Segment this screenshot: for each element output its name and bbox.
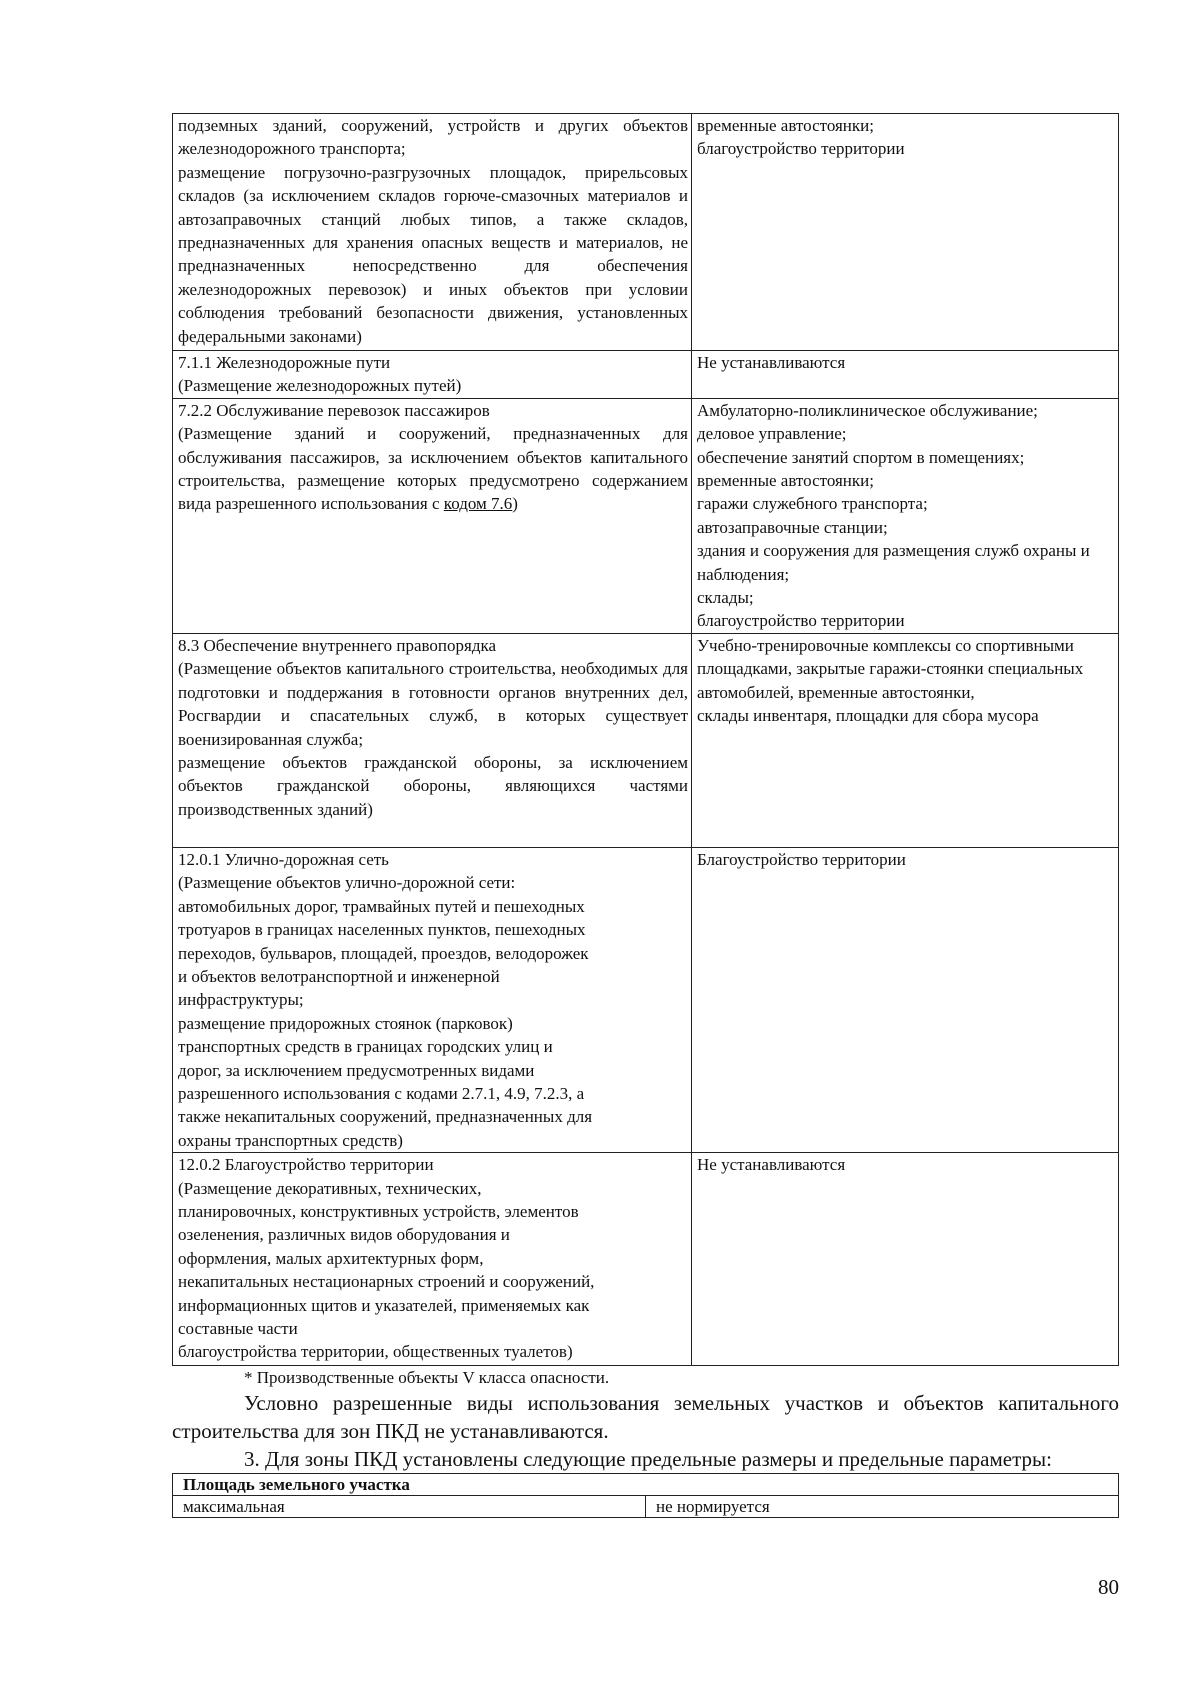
table-cell-right: Амбулаторно-поликлиническое обслуживание; деловое управление; обеспечение занятий спортом в помещениях; временные автостоянки; гаражи служебного транспорта; автозаправочные станции; здания и сооружения для размещения служб охраны и наблюдения; склады; благоустройство территории (692, 398, 1119, 633)
table-row (173, 114, 1119, 351)
paragraph-conditional-uses: Условно разрешенные виды использования земельных участков и объектов капитального строительства для зон ПКД не устанавливаются. (172, 1391, 1119, 1444)
params-row-value: не нормируется (646, 1496, 1119, 1518)
table-cell-left: подземных зданий, сооружений, устройств и других объектов железнодорожного транспорта; размещение погрузочно-разгрузочных площадок, прирельсовых складов (за исключением складов горюче-смазочных материалов и автозаправочных станций любых типов, а также складов, предназначенных для хранения опасных веществ и материалов, не предназначенных непосредственно для обеспечения железнодорожных перевозок) и иных объектов при условии соблюдения требований безопасности движения, установленных федеральными законами) (173, 114, 692, 351)
footnote: * Производственные объекты V класса опасности. (244, 1368, 610, 1388)
table-cell-left: 8.3 Обеспечение внутреннего правопорядка (Размещение объектов капитального строительства, необходимых для подготовки и поддержания в готовности органов внутренних дел, Росгвардии и спасательных служб, в которых существует военизированная служба; размещение объектов гражданской обороны, за исключением объектов гражданской обороны, являющихся частями производственных зданий) (173, 633, 692, 847)
code-link[interactable]: кодом 7.6 (443, 494, 513, 514)
table-cell-left: 12.0.1 Улично-дорожная сеть (Размещение объектов улично-дорожной сети: автомобильных дорог, трамвайных путей и пешеходных тротуаров в границах населенных пунктов, пешеходных переходов, бульваров, площадей, проездов, велодорожек и объектов велотранспортной и инженерной инфраструктуры; размещение придорожных стоянок (парковок) транспортных средств в границах городских улиц и дорог, за исключением предусмотренных видами разрешенного использования с кодами 2.7.1, 4.9, 7.2.3, а также некапитальных сооружений, предназначенных для охраны транспортных средств) (173, 847, 692, 1152)
page-number: 80 (1098, 1575, 1119, 1599)
table-row (173, 847, 1119, 1152)
table-row (173, 1496, 1119, 1518)
document-page (172, 113, 1119, 1518)
table-cell-left: 12.0.2 Благоустройство территории (Размещение декоративных, технических, планировочных, конструктивных устройств, элементов озеленения, различных видов оборудования и оформления, малых архитектурных форм, некапитальных нестационарных строений и сооружений, информационных щитов и указателей, применяемых как составные части благоустройства территории, общественных туалетов) (173, 1153, 692, 1366)
table-row (173, 351, 1119, 399)
params-table (172, 1473, 1119, 1518)
table-row (173, 1153, 1119, 1366)
table-cell-left: 7.2.2 Обслуживание перевозок пассажиров (Размещение зданий и сооружений, предназначенных для обслуживания пассажиров, за исключением объектов капитального строительства, размещение которых предусмотрено содержанием вида разрешенного использования с кодом 7.6) (173, 398, 692, 633)
table-cell-left: 7.1.1 Железнодорожные пути (Размещение железнодорожных путей) (173, 351, 692, 399)
params-row-label: максимальная (173, 1496, 646, 1518)
table-cell-right: Не устанавливаются (692, 351, 1119, 399)
table-cell-right: временные автостоянки; благоустройство территории (692, 114, 1119, 351)
paragraph-parameters: 3. Для зоны ПКД установлены следующие предельные размеры и предельные параметры: (244, 1447, 1052, 1472)
land-use-table (172, 113, 1119, 1366)
table-row (173, 633, 1119, 847)
params-header: Площадь земельного участка (173, 1474, 1119, 1496)
table-cell-right: Не устанавливаются (692, 1153, 1119, 1366)
table-cell-right: Благоустройство территории (692, 847, 1119, 1152)
table-row (173, 1474, 1119, 1496)
table-cell-right: Учебно-тренировочные комплексы со спортивными площадками, закрытые гаражи-стоянки специальных автомобилей, временные автостоянки, склады инвентаря, площадки для сбора мусора (692, 633, 1119, 847)
table-row (173, 398, 1119, 633)
